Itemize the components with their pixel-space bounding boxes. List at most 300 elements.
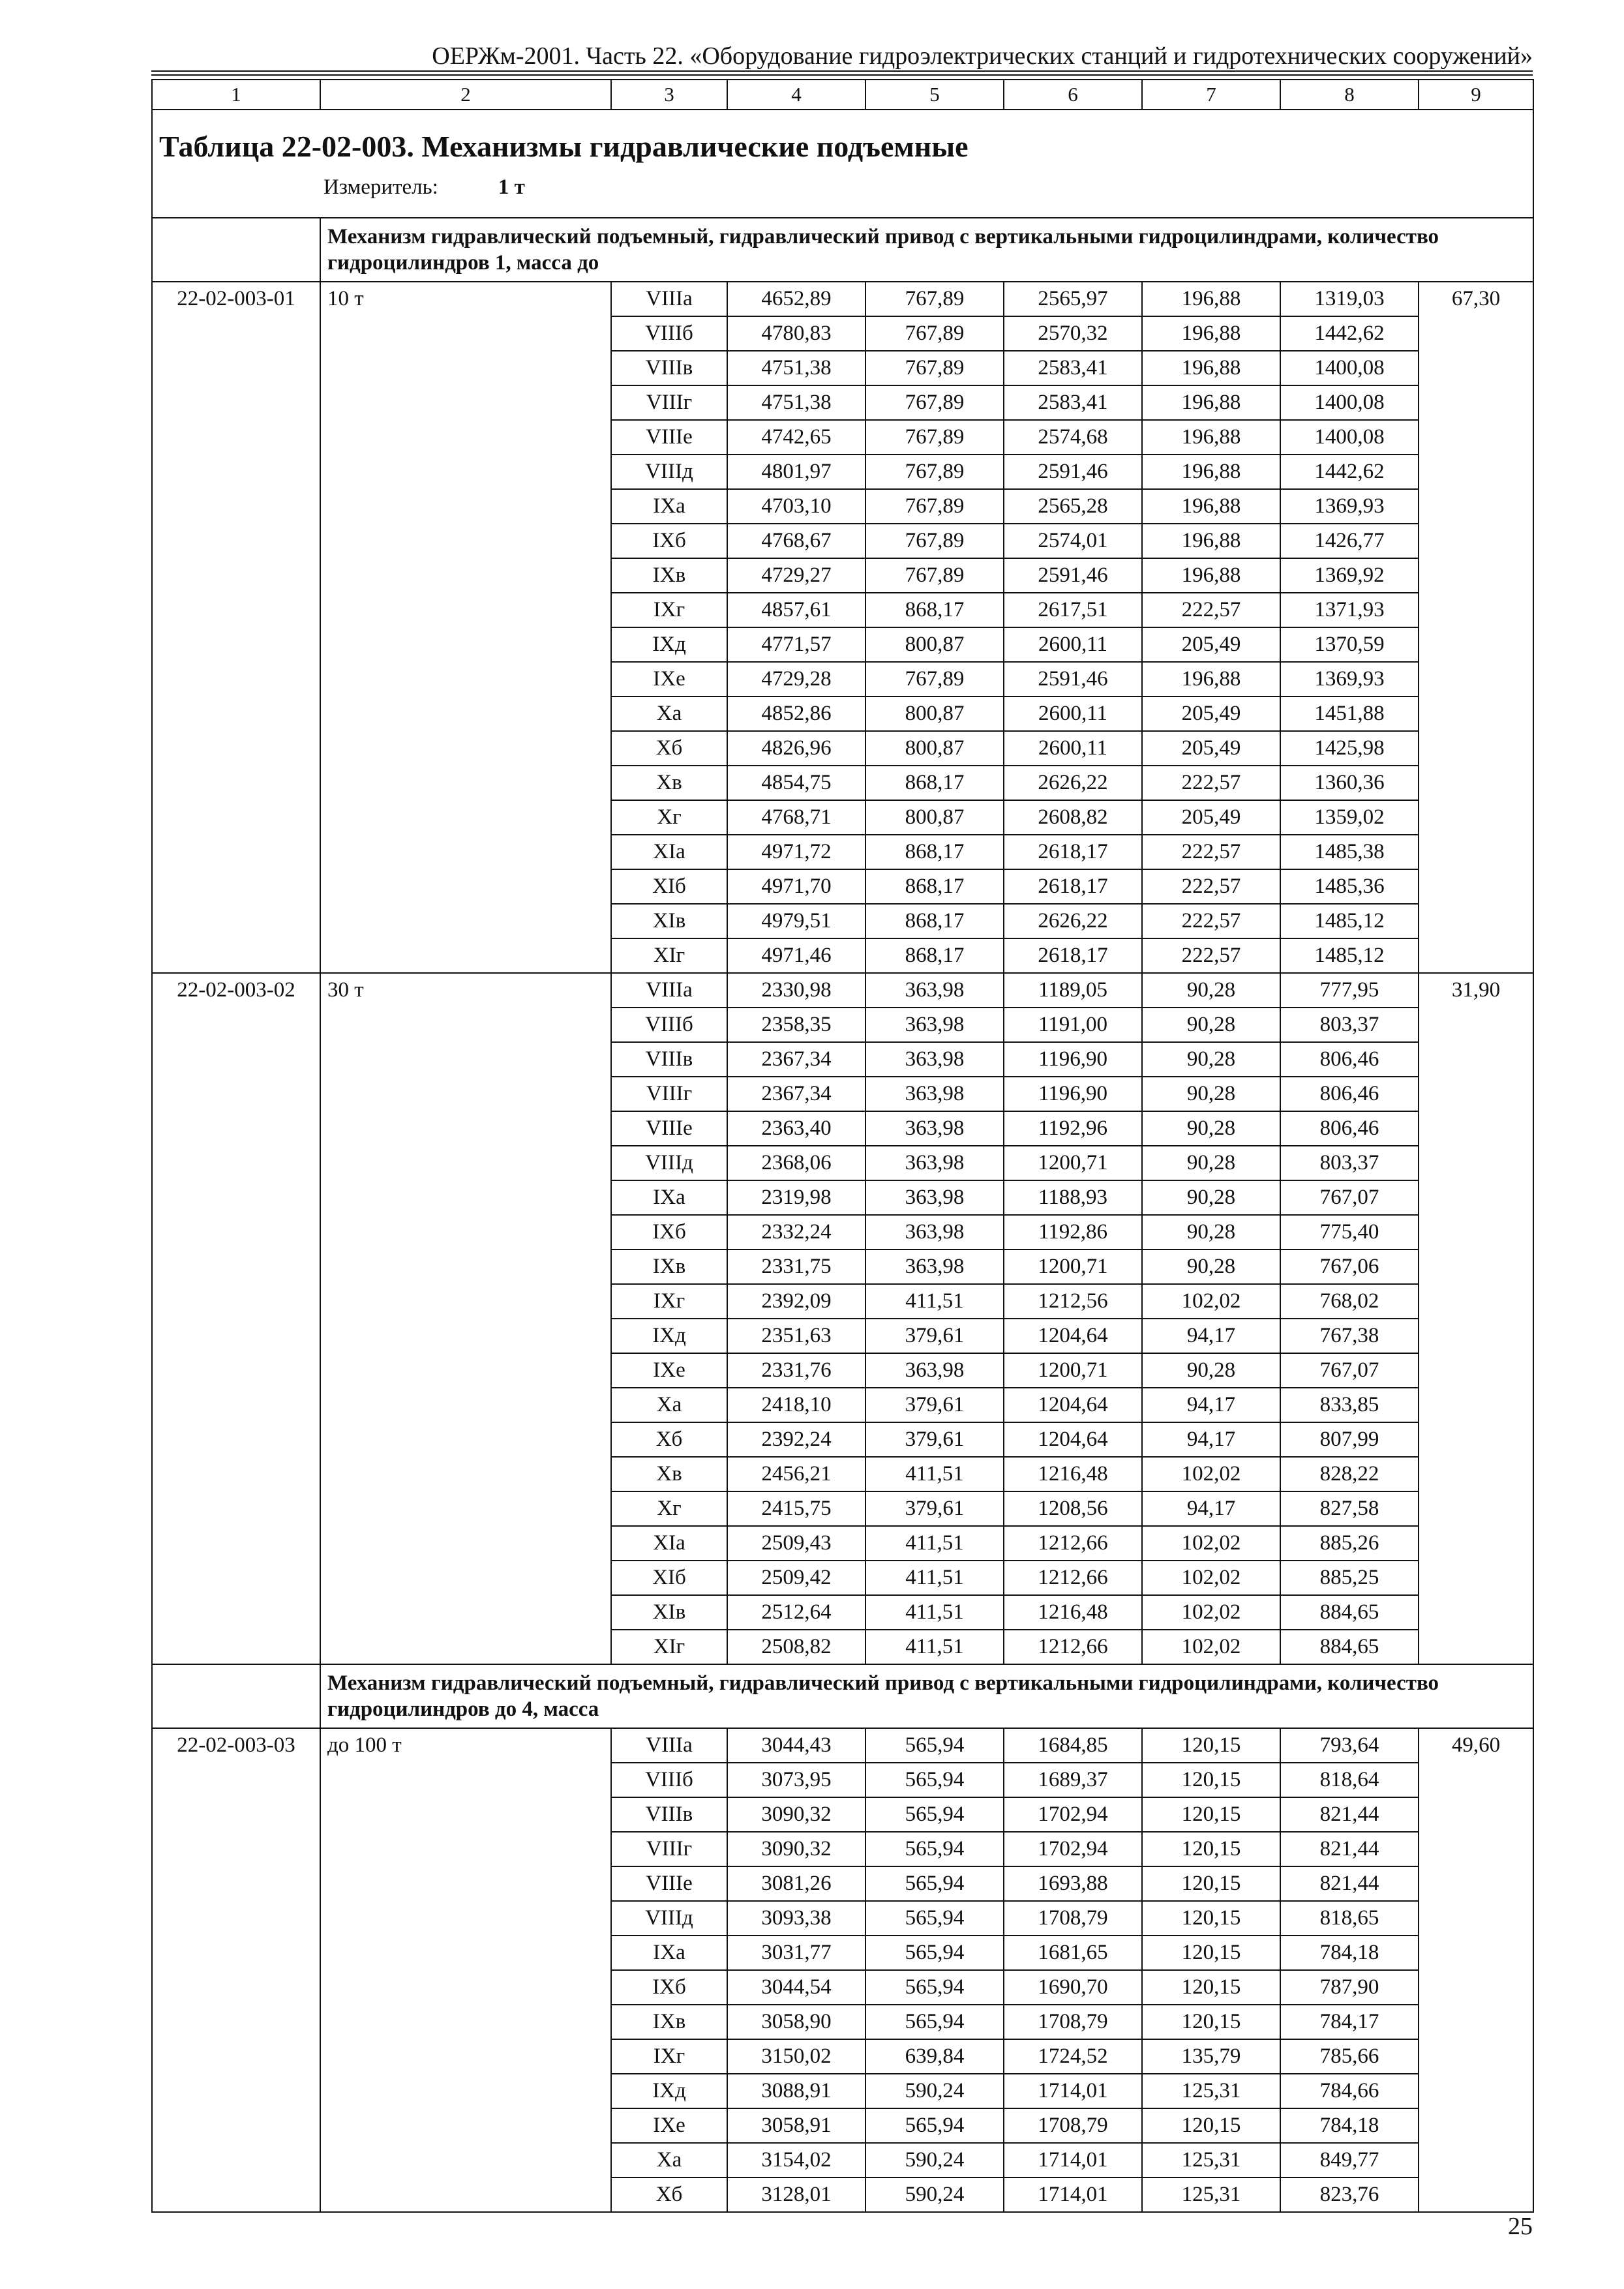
- value-cell: 1425,98: [1280, 731, 1419, 766]
- zone-cell: Xг: [611, 1491, 727, 1526]
- value-cell: 205,49: [1142, 800, 1280, 835]
- value-cell: 767,89: [865, 558, 1004, 593]
- value-cell: 784,17: [1280, 2005, 1419, 2039]
- value-cell: 411,51: [865, 1595, 1004, 1630]
- value-cell: 1702,94: [1004, 1832, 1142, 1866]
- value-cell: 94,17: [1142, 1319, 1280, 1353]
- value-cell: 222,57: [1142, 835, 1280, 869]
- value-cell: 1370,59: [1280, 627, 1419, 662]
- zone-cell: IXа: [611, 1180, 727, 1215]
- value-cell: 2618,17: [1004, 938, 1142, 973]
- value-cell: 1400,08: [1280, 351, 1419, 385]
- value-cell: 90,28: [1142, 1215, 1280, 1249]
- value-cell: 196,88: [1142, 524, 1280, 558]
- value-cell: 833,85: [1280, 1388, 1419, 1422]
- value-cell: 94,17: [1142, 1491, 1280, 1526]
- value-cell: 1192,96: [1004, 1111, 1142, 1146]
- section-spacer-cell: [152, 218, 320, 282]
- value-cell: 222,57: [1142, 904, 1280, 938]
- value-cell: 2600,11: [1004, 731, 1142, 766]
- value-cell: 196,88: [1142, 316, 1280, 351]
- value-cell: 2583,41: [1004, 385, 1142, 420]
- value-cell: 3044,54: [727, 1970, 865, 2005]
- value-cell: 120,15: [1142, 1797, 1280, 1832]
- rate-parameter: 30 т: [320, 973, 611, 1664]
- value-cell: 2600,11: [1004, 696, 1142, 731]
- value-cell: 363,98: [865, 1249, 1004, 1284]
- value-cell: 4729,28: [727, 662, 865, 696]
- zone-cell: XIг: [611, 1630, 727, 1664]
- section-spacer-cell: [152, 1664, 320, 1728]
- table-row: [152, 973, 1533, 1008]
- value-cell: 135,79: [1142, 2039, 1280, 2074]
- column-number: 1: [152, 80, 320, 110]
- value-cell: 4852,86: [727, 696, 865, 731]
- value-cell: 1690,70: [1004, 1970, 1142, 2005]
- value-cell: 2626,22: [1004, 766, 1142, 800]
- value-cell: 565,94: [865, 1936, 1004, 1970]
- value-cell: 411,51: [865, 1284, 1004, 1319]
- value-cell: 90,28: [1142, 1077, 1280, 1111]
- meter-line: [323, 175, 1533, 199]
- zone-cell: Xг: [611, 800, 727, 835]
- rate-code: 22-02-003-02: [152, 973, 320, 1664]
- value-cell: 3058,91: [727, 2108, 865, 2143]
- value-cell: 1196,90: [1004, 1077, 1142, 1111]
- zone-cell: IXв: [611, 1249, 727, 1284]
- zone-cell: IXв: [611, 2005, 727, 2039]
- table-row: [152, 282, 1533, 316]
- value-cell: 196,88: [1142, 489, 1280, 524]
- value-cell: 1212,66: [1004, 1561, 1142, 1595]
- value-cell: 125,31: [1142, 2074, 1280, 2108]
- value-cell: 767,89: [865, 489, 1004, 524]
- zone-cell: Xа: [611, 2143, 727, 2177]
- value-cell: 379,61: [865, 1319, 1004, 1353]
- value-cell: 1708,79: [1004, 2108, 1142, 2143]
- value-cell: 803,37: [1280, 1008, 1419, 1042]
- value-cell: 1200,71: [1004, 1249, 1142, 1284]
- value-cell: 4979,51: [727, 904, 865, 938]
- value-cell: 2574,01: [1004, 524, 1142, 558]
- value-cell: 767,89: [865, 385, 1004, 420]
- value-cell: 379,61: [865, 1491, 1004, 1526]
- value-cell: 1724,52: [1004, 2039, 1142, 2074]
- value-cell: 1442,62: [1280, 316, 1419, 351]
- value-cell: 767,89: [865, 662, 1004, 696]
- zone-cell: Xб: [611, 731, 727, 766]
- value-cell: 884,65: [1280, 1630, 1419, 1664]
- column-9-value: 49,60: [1419, 1728, 1533, 2212]
- value-cell: 2415,75: [727, 1491, 865, 1526]
- zone-cell: IXд: [611, 1319, 727, 1353]
- value-cell: 784,18: [1280, 1936, 1419, 1970]
- value-cell: 2368,06: [727, 1146, 865, 1180]
- value-cell: 1400,08: [1280, 420, 1419, 455]
- value-cell: 4771,57: [727, 627, 865, 662]
- zone-cell: VIIIг: [611, 1832, 727, 1866]
- zone-cell: IXд: [611, 627, 727, 662]
- value-cell: 4652,89: [727, 282, 865, 316]
- value-cell: 2617,51: [1004, 593, 1142, 627]
- value-cell: 3088,91: [727, 2074, 865, 2108]
- value-cell: 767,89: [865, 282, 1004, 316]
- value-cell: 1485,36: [1280, 869, 1419, 904]
- value-cell: 125,31: [1142, 2177, 1280, 2212]
- value-cell: 2367,34: [727, 1042, 865, 1077]
- value-cell: 1204,64: [1004, 1319, 1142, 1353]
- value-cell: 1369,93: [1280, 489, 1419, 524]
- value-cell: 363,98: [865, 973, 1004, 1008]
- value-cell: 1708,79: [1004, 1901, 1142, 1936]
- value-cell: 821,44: [1280, 1866, 1419, 1901]
- value-cell: 4768,67: [727, 524, 865, 558]
- value-cell: 3154,02: [727, 2143, 865, 2177]
- value-cell: 767,89: [865, 524, 1004, 558]
- value-cell: 2591,46: [1004, 662, 1142, 696]
- value-cell: 4742,65: [727, 420, 865, 455]
- value-cell: 4801,97: [727, 455, 865, 489]
- value-cell: 120,15: [1142, 1901, 1280, 1936]
- value-cell: 639,84: [865, 2039, 1004, 2074]
- zone-cell: XIг: [611, 938, 727, 973]
- value-cell: 196,88: [1142, 455, 1280, 489]
- value-cell: 821,44: [1280, 1797, 1419, 1832]
- value-cell: 3090,32: [727, 1797, 865, 1832]
- value-cell: 849,77: [1280, 2143, 1419, 2177]
- zone-cell: VIIIд: [611, 455, 727, 489]
- zone-cell: IXг: [611, 1284, 727, 1319]
- value-cell: 125,31: [1142, 2143, 1280, 2177]
- zone-cell: VIIIб: [611, 1008, 727, 1042]
- column-number: 3: [611, 80, 727, 110]
- value-cell: 120,15: [1142, 1728, 1280, 1763]
- value-cell: 2565,28: [1004, 489, 1142, 524]
- section-heading-row: [152, 1664, 1533, 1728]
- value-cell: 767,89: [865, 316, 1004, 351]
- value-cell: 767,07: [1280, 1353, 1419, 1388]
- value-cell: 1442,62: [1280, 455, 1419, 489]
- rates-table: [151, 79, 1534, 2213]
- table-title: Таблица 22-02-003. Механизмы гидравлические подъемные: [159, 130, 969, 163]
- value-cell: 823,76: [1280, 2177, 1419, 2212]
- value-cell: 102,02: [1142, 1284, 1280, 1319]
- value-cell: 196,88: [1142, 662, 1280, 696]
- value-cell: 565,94: [865, 1763, 1004, 1797]
- value-cell: 806,46: [1280, 1077, 1419, 1111]
- value-cell: 1204,64: [1004, 1422, 1142, 1457]
- value-cell: 1684,85: [1004, 1728, 1142, 1763]
- value-cell: 1708,79: [1004, 2005, 1142, 2039]
- value-cell: 1189,05: [1004, 973, 1142, 1008]
- value-cell: 565,94: [865, 2005, 1004, 2039]
- column-number: 8: [1280, 80, 1419, 110]
- zone-cell: VIIIа: [611, 1728, 727, 1763]
- value-cell: 102,02: [1142, 1457, 1280, 1491]
- value-cell: 2512,64: [727, 1595, 865, 1630]
- value-cell: 3031,77: [727, 1936, 865, 1970]
- value-cell: 1485,12: [1280, 904, 1419, 938]
- column-number: 4: [727, 80, 865, 110]
- value-cell: 4751,38: [727, 385, 865, 420]
- value-cell: 2509,42: [727, 1561, 865, 1595]
- value-cell: 2600,11: [1004, 627, 1142, 662]
- value-cell: 1681,65: [1004, 1936, 1142, 1970]
- value-cell: 2392,24: [727, 1422, 865, 1457]
- value-cell: 2626,22: [1004, 904, 1142, 938]
- value-cell: 102,02: [1142, 1561, 1280, 1595]
- value-cell: 94,17: [1142, 1422, 1280, 1457]
- value-cell: 363,98: [865, 1180, 1004, 1215]
- zone-cell: VIIIд: [611, 1146, 727, 1180]
- value-cell: 363,98: [865, 1353, 1004, 1388]
- value-cell: 818,64: [1280, 1763, 1419, 1797]
- value-cell: 196,88: [1142, 282, 1280, 316]
- table-title-row: [152, 110, 1533, 218]
- value-cell: 90,28: [1142, 1353, 1280, 1388]
- value-cell: 800,87: [865, 800, 1004, 835]
- value-cell: 1702,94: [1004, 1797, 1142, 1832]
- value-cell: 4857,61: [727, 593, 865, 627]
- value-cell: 2330,98: [727, 973, 865, 1008]
- value-cell: 885,26: [1280, 1526, 1419, 1561]
- zone-cell: IXв: [611, 558, 727, 593]
- value-cell: 3090,32: [727, 1832, 865, 1866]
- value-cell: 767,89: [865, 351, 1004, 385]
- value-cell: 868,17: [865, 766, 1004, 800]
- zone-cell: IXе: [611, 2108, 727, 2143]
- zone-cell: XIб: [611, 869, 727, 904]
- header-rule: [151, 70, 1533, 72]
- zone-cell: VIIIд: [611, 1901, 727, 1936]
- value-cell: 1192,86: [1004, 1215, 1142, 1249]
- value-cell: 1216,48: [1004, 1595, 1142, 1630]
- value-cell: 3044,43: [727, 1728, 865, 1763]
- value-cell: 827,58: [1280, 1491, 1419, 1526]
- value-cell: 807,99: [1280, 1422, 1419, 1457]
- value-cell: 868,17: [865, 938, 1004, 973]
- value-cell: 787,90: [1280, 1970, 1419, 2005]
- value-cell: 2583,41: [1004, 351, 1142, 385]
- value-cell: 2363,40: [727, 1111, 865, 1146]
- value-cell: 1369,92: [1280, 558, 1419, 593]
- value-cell: 800,87: [865, 696, 1004, 731]
- table-row: [152, 1728, 1533, 1763]
- header-rule-double: [151, 74, 1533, 76]
- value-cell: 806,46: [1280, 1111, 1419, 1146]
- value-cell: 90,28: [1142, 1008, 1280, 1042]
- value-cell: 1360,36: [1280, 766, 1419, 800]
- value-cell: 363,98: [865, 1077, 1004, 1111]
- section-heading: Механизм гидравлический подъемный, гидравлический привод с вертикальными гидроцилиндрами, количество гидроцилиндров до 4, масса: [320, 1664, 1533, 1728]
- zone-cell: VIIIв: [611, 1797, 727, 1832]
- value-cell: 884,65: [1280, 1595, 1419, 1630]
- page-number: 25: [1508, 2213, 1533, 2240]
- value-cell: 379,61: [865, 1388, 1004, 1422]
- value-cell: 363,98: [865, 1111, 1004, 1146]
- value-cell: 2618,17: [1004, 835, 1142, 869]
- value-cell: 818,65: [1280, 1901, 1419, 1936]
- value-cell: 196,88: [1142, 558, 1280, 593]
- value-cell: 4703,10: [727, 489, 865, 524]
- zone-cell: XIа: [611, 1526, 727, 1561]
- value-cell: 2418,10: [727, 1388, 865, 1422]
- column-number: 2: [320, 80, 611, 110]
- value-cell: 1216,48: [1004, 1457, 1142, 1491]
- value-cell: 120,15: [1142, 2005, 1280, 2039]
- meter-label: Измеритель:: [323, 175, 438, 199]
- value-cell: 94,17: [1142, 1388, 1280, 1422]
- value-cell: 120,15: [1142, 2108, 1280, 2143]
- value-cell: 1426,77: [1280, 524, 1419, 558]
- value-cell: 4971,72: [727, 835, 865, 869]
- value-cell: 205,49: [1142, 627, 1280, 662]
- value-cell: 4854,75: [727, 766, 865, 800]
- zone-cell: IXг: [611, 593, 727, 627]
- zone-cell: IXа: [611, 1936, 727, 1970]
- zone-cell: IXе: [611, 1353, 727, 1388]
- value-cell: 196,88: [1142, 351, 1280, 385]
- value-cell: 120,15: [1142, 1970, 1280, 2005]
- value-cell: 565,94: [865, 1832, 1004, 1866]
- column-number-row: [152, 80, 1533, 110]
- value-cell: 2509,43: [727, 1526, 865, 1561]
- zone-cell: IXе: [611, 662, 727, 696]
- column-number: 6: [1004, 80, 1142, 110]
- value-cell: 2591,46: [1004, 558, 1142, 593]
- value-cell: 102,02: [1142, 1526, 1280, 1561]
- value-cell: 2565,97: [1004, 282, 1142, 316]
- zone-cell: IXа: [611, 489, 727, 524]
- value-cell: 767,38: [1280, 1319, 1419, 1353]
- value-cell: 1204,64: [1004, 1388, 1142, 1422]
- value-cell: 800,87: [865, 627, 1004, 662]
- zone-cell: XIб: [611, 1561, 727, 1595]
- value-cell: 90,28: [1142, 973, 1280, 1008]
- value-cell: 3058,90: [727, 2005, 865, 2039]
- value-cell: 767,89: [865, 420, 1004, 455]
- value-cell: 793,64: [1280, 1728, 1419, 1763]
- value-cell: 1196,90: [1004, 1042, 1142, 1077]
- value-cell: 2618,17: [1004, 869, 1142, 904]
- value-cell: 821,44: [1280, 1832, 1419, 1866]
- value-cell: 767,07: [1280, 1180, 1419, 1215]
- zone-cell: VIIIб: [611, 1763, 727, 1797]
- value-cell: 775,40: [1280, 1215, 1419, 1249]
- value-cell: 1200,71: [1004, 1146, 1142, 1180]
- value-cell: 90,28: [1142, 1180, 1280, 1215]
- value-cell: 1485,12: [1280, 938, 1419, 973]
- value-cell: 785,66: [1280, 2039, 1419, 2074]
- value-cell: 868,17: [865, 904, 1004, 938]
- zone-cell: VIIIг: [611, 385, 727, 420]
- value-cell: 2574,68: [1004, 420, 1142, 455]
- value-cell: 565,94: [865, 1901, 1004, 1936]
- zone-cell: VIIIб: [611, 316, 727, 351]
- column-number: 9: [1419, 80, 1533, 110]
- zone-cell: VIIIг: [611, 1077, 727, 1111]
- value-cell: 411,51: [865, 1561, 1004, 1595]
- value-cell: 411,51: [865, 1630, 1004, 1664]
- value-cell: 120,15: [1142, 1866, 1280, 1901]
- value-cell: 806,46: [1280, 1042, 1419, 1077]
- value-cell: 4729,27: [727, 558, 865, 593]
- value-cell: 1212,66: [1004, 1630, 1142, 1664]
- value-cell: 1200,71: [1004, 1353, 1142, 1388]
- zone-cell: IXд: [611, 2074, 727, 2108]
- value-cell: 565,94: [865, 1797, 1004, 1832]
- zone-cell: VIIIа: [611, 973, 727, 1008]
- value-cell: 2367,34: [727, 1077, 865, 1111]
- value-cell: 565,94: [865, 1970, 1004, 2005]
- value-cell: 1191,00: [1004, 1008, 1142, 1042]
- value-cell: 777,95: [1280, 973, 1419, 1008]
- zone-cell: VIIIе: [611, 1866, 727, 1901]
- value-cell: 2570,32: [1004, 316, 1142, 351]
- value-cell: 1319,03: [1280, 282, 1419, 316]
- value-cell: 222,57: [1142, 766, 1280, 800]
- value-cell: 590,24: [865, 2177, 1004, 2212]
- value-cell: 868,17: [865, 869, 1004, 904]
- value-cell: 196,88: [1142, 385, 1280, 420]
- value-cell: 1485,38: [1280, 835, 1419, 869]
- value-cell: 1689,37: [1004, 1763, 1142, 1797]
- zone-cell: VIIIе: [611, 420, 727, 455]
- meter-value: 1 т: [498, 175, 525, 199]
- value-cell: 1714,01: [1004, 2074, 1142, 2108]
- rate-code: 22-02-003-01: [152, 282, 320, 973]
- value-cell: 1371,93: [1280, 593, 1419, 627]
- value-cell: 2331,76: [727, 1353, 865, 1388]
- value-cell: 205,49: [1142, 731, 1280, 766]
- column-9-value: 67,30: [1419, 282, 1533, 973]
- value-cell: 2351,63: [727, 1319, 865, 1353]
- value-cell: 784,66: [1280, 2074, 1419, 2108]
- section-heading-row: [152, 218, 1533, 282]
- value-cell: 4826,96: [727, 731, 865, 766]
- value-cell: 3150,02: [727, 2039, 865, 2074]
- value-cell: 2331,75: [727, 1249, 865, 1284]
- value-cell: 4751,38: [727, 351, 865, 385]
- value-cell: 363,98: [865, 1042, 1004, 1077]
- value-cell: 2319,98: [727, 1180, 865, 1215]
- value-cell: 1188,93: [1004, 1180, 1142, 1215]
- value-cell: 120,15: [1142, 1763, 1280, 1797]
- zone-cell: Xа: [611, 696, 727, 731]
- value-cell: 767,89: [865, 455, 1004, 489]
- value-cell: 2591,46: [1004, 455, 1142, 489]
- value-cell: 1208,56: [1004, 1491, 1142, 1526]
- zone-cell: VIIIа: [611, 282, 727, 316]
- value-cell: 767,06: [1280, 1249, 1419, 1284]
- value-cell: 1451,88: [1280, 696, 1419, 731]
- zone-cell: IXб: [611, 524, 727, 558]
- zone-cell: IXг: [611, 2039, 727, 2074]
- value-cell: 222,57: [1142, 938, 1280, 973]
- value-cell: 1714,01: [1004, 2143, 1142, 2177]
- zone-cell: XIа: [611, 835, 727, 869]
- value-cell: 590,24: [865, 2143, 1004, 2177]
- value-cell: 102,02: [1142, 1630, 1280, 1664]
- zone-cell: IXб: [611, 1215, 727, 1249]
- value-cell: 1400,08: [1280, 385, 1419, 420]
- value-cell: 363,98: [865, 1008, 1004, 1042]
- zone-cell: Xв: [611, 1457, 727, 1491]
- rate-code: 22-02-003-03: [152, 1728, 320, 2212]
- value-cell: 565,94: [865, 1728, 1004, 1763]
- value-cell: 1212,66: [1004, 1526, 1142, 1561]
- value-cell: 363,98: [865, 1215, 1004, 1249]
